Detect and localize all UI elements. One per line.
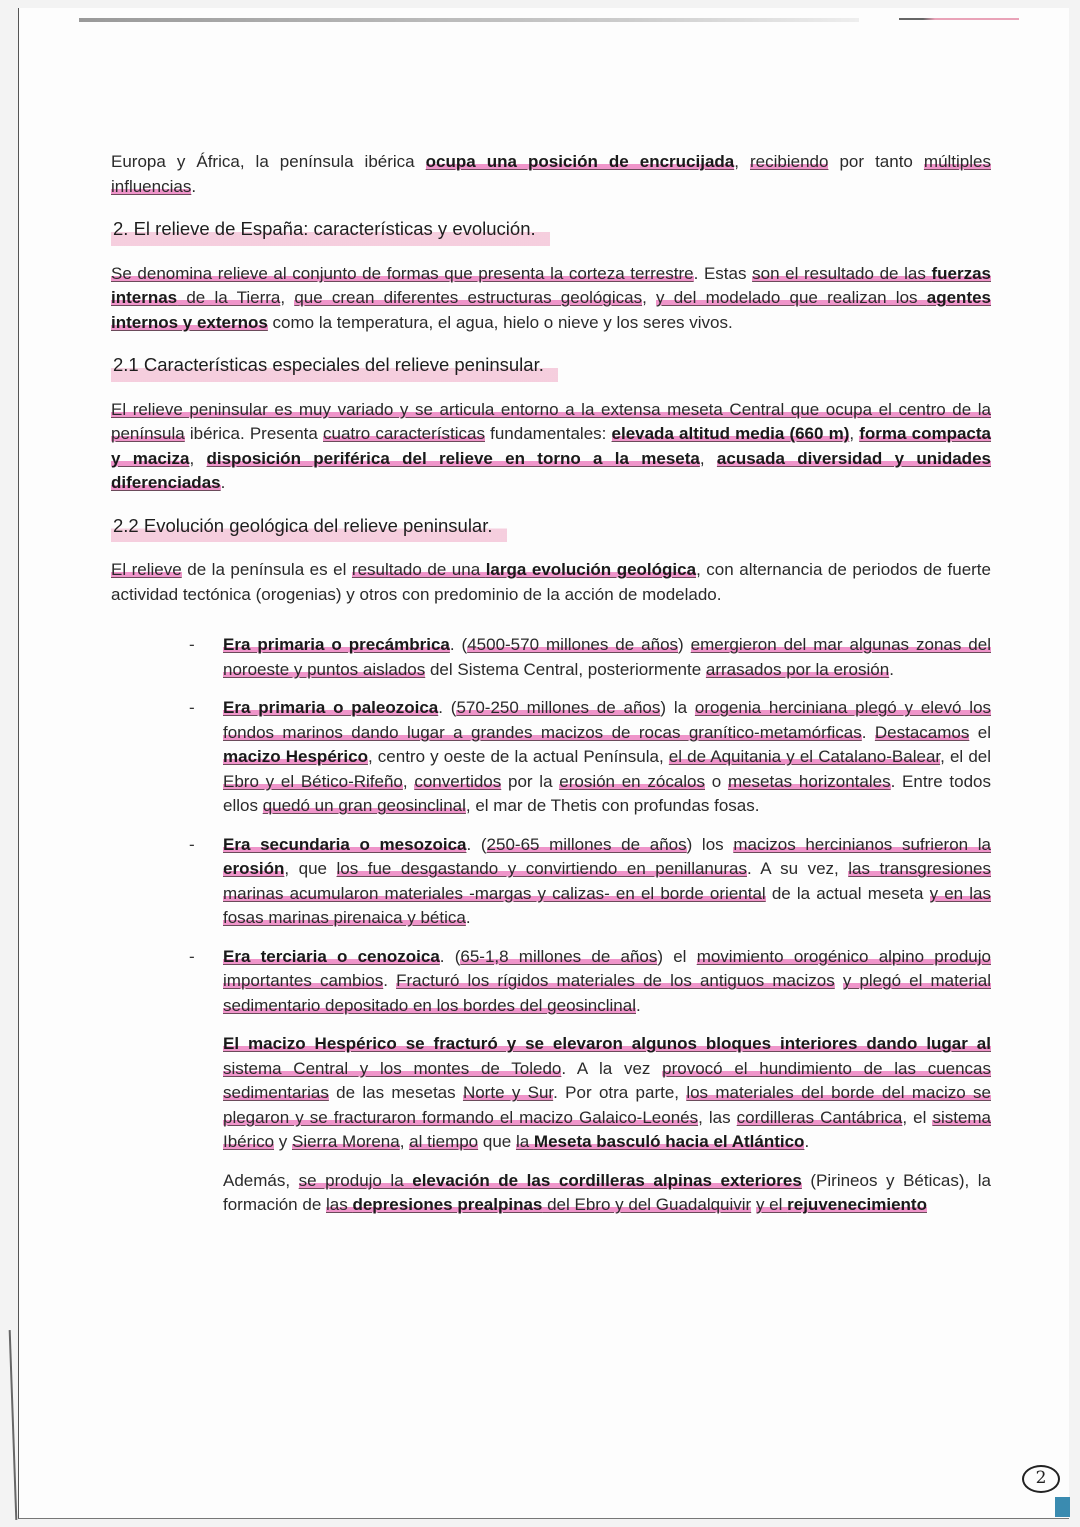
highlighted-text: se produjo la	[298, 1170, 413, 1190]
highlighted-text: Era primaria o precámbrica	[223, 635, 450, 654]
text-run: . (	[439, 946, 461, 966]
highlighted-text: elevación de las cordilleras alpinas exteriores	[412, 1170, 802, 1190]
highlighted-text: fuerzas internas	[111, 263, 991, 307]
highlighted-text: al tiempo	[409, 1132, 479, 1151]
text-run: .	[636, 995, 641, 1015]
era-paleozoic	[111, 696, 991, 819]
text-run: . Por otra parte,	[553, 1083, 687, 1102]
text-run: , el del	[940, 747, 991, 766]
highlighted-text: El relieve peninsular es muy variado y se articula entorno a la extensa meseta Central que ocupa el centro de la península	[111, 399, 991, 443]
highlighted-text: de la Tierra	[177, 288, 281, 307]
text-run: ,	[849, 424, 860, 443]
text-run: ) los	[686, 834, 734, 854]
text-run: .	[889, 659, 894, 679]
highlighted-text: cordilleras Cantábrica	[736, 1107, 903, 1127]
corner-color-mark	[1055, 1497, 1070, 1517]
text-run: .	[191, 176, 197, 196]
highlighted-text: los fue desgastando y convirtiendo en penillanuras	[336, 859, 747, 878]
highlighted-text: provocó el hundimiento de las cuencas sedimentarias	[223, 1058, 992, 1102]
text-run: . (	[466, 834, 487, 854]
text-run: , con alternancia de periodos de fuerte actividad tectónica (orogenias) y otros con predominio de la acción de modelado.	[111, 560, 991, 604]
top-divider-line	[79, 18, 859, 22]
highlighted-text: y el	[755, 1195, 788, 1214]
text-run: ibérica. Presenta	[184, 424, 323, 443]
text-run: , el	[902, 1107, 933, 1127]
highlighted-text: forma compacta y maciza	[111, 424, 992, 468]
highlighted-text: el de Aquitania y el Catalano-Balear	[668, 747, 941, 766]
highlighted-text: quedó un gran geosinclinal	[262, 796, 466, 815]
highlighted-text: Ebro y el Bético-Rifeño	[223, 771, 403, 791]
text-run: ,	[280, 288, 295, 307]
text-run: ,	[734, 152, 750, 171]
section-2-heading: 2. El relieve de España: características y evolución.	[111, 215, 550, 246]
text-run: de la península es el	[181, 560, 352, 579]
top-right-mark	[899, 18, 1019, 20]
page-edge-shadow	[9, 1330, 18, 1520]
tertiary-detail-paragraph-2	[111, 1169, 991, 1218]
section-2-paragraph	[111, 262, 991, 336]
text-run: ,	[399, 1132, 410, 1151]
text-run: de las mesetas	[328, 1083, 463, 1102]
text-run: . Entre todos ellos	[223, 771, 991, 815]
highlighted-text: la	[515, 1132, 534, 1151]
highlighted-text: El relieve	[111, 560, 182, 579]
document-body	[111, 150, 991, 1232]
highlighted-text: Norte y Sur	[462, 1083, 554, 1102]
text-run: como la temperatura, el agua, hielo o nieve y los seres vivos.	[267, 312, 733, 332]
text-run: .	[465, 908, 471, 927]
text-run: , el mar de Thetis con profundas fosas.	[465, 796, 760, 815]
text-run: . (	[438, 698, 457, 717]
text-run: el	[969, 722, 991, 742]
highlighted-text: las transgresiones marinas acumularon materiales -margas y calizas- en el borde oriental	[223, 859, 991, 903]
highlighted-text: erosión	[223, 859, 285, 878]
highlighted-text: Destacamos	[874, 722, 970, 742]
highlighted-text: 250-65 millones de años	[486, 834, 687, 854]
text-run: , centro y oeste de la actual Península,	[367, 747, 669, 766]
highlighted-text: y en las fosas marinas pirenaica y bética	[223, 883, 991, 927]
era-mesozoic	[111, 833, 991, 931]
highlighted-text: erosión en zócalos	[559, 771, 706, 791]
highlighted-text: 4500-570 millones de años	[467, 635, 679, 654]
section-2-2-paragraph	[111, 558, 991, 607]
text-run: . Estas	[693, 263, 753, 283]
text-run: Además,	[223, 1170, 299, 1190]
highlighted-text: disposición periférica del relieve en torno a la meseta	[206, 448, 700, 468]
highlighted-text: emergieron del mar algunas zonas del noroeste y puntos aislados	[223, 635, 991, 679]
era-precambrian	[111, 633, 991, 682]
geological-eras-list	[111, 633, 991, 1018]
highlighted-text: orogenia herciniana plegó y elevó los fondos marinos dando lugar a grandes macizos de rocas granítico-metamórficas	[223, 698, 992, 742]
text-run: Europa y África, la península ibérica	[111, 152, 426, 171]
highlighted-text: recibiendo	[750, 152, 829, 171]
text-run: ,	[189, 448, 207, 468]
bullet-dash: -	[189, 698, 195, 717]
text-run: de la actual meseta	[765, 883, 930, 903]
highlighted-text: Sierra Morena	[291, 1132, 400, 1151]
intro-paragraph	[111, 150, 991, 199]
highlighted-text: y plegó el material sedimentario depositado en los bordes del geosinclinal	[223, 971, 991, 1015]
era-text	[223, 635, 991, 679]
highlighted-text: depresiones prealpinas	[352, 1195, 543, 1214]
text-run: .	[383, 971, 397, 990]
highlighted-text: acusada diversidad y unidades diferenciadas	[111, 448, 991, 492]
era-text	[223, 835, 991, 928]
highlighted-text: 65-1,8 millones de años	[460, 946, 658, 966]
era-text	[223, 947, 991, 1015]
text-run: o	[705, 771, 728, 791]
highlighted-text: Fracturó los rígidos materiales de los antiguos macizos	[396, 971, 835, 990]
highlighted-text: Se denomina relieve al conjunto de formas que presenta la corteza terrestre	[111, 263, 694, 283]
highlighted-text: que crean diferentes estructuras geológicas	[294, 288, 643, 307]
text-run: .	[861, 722, 875, 742]
highlighted-text: convertidos	[414, 771, 502, 791]
text-run: . A su vez,	[746, 859, 849, 878]
text-run: ) la	[660, 698, 695, 717]
text-run: .	[220, 473, 226, 492]
bullet-dash: -	[189, 635, 195, 654]
text-run: ,	[402, 771, 415, 791]
text-run: que	[478, 1132, 516, 1151]
section-2-2-heading: 2.2 Evolución geológica del relieve peninsular.	[111, 512, 507, 543]
highlighted-text: sistema Central y los montes de Toledo	[223, 1058, 562, 1078]
highlighted-text: elevada altitud media (660 m)	[611, 424, 850, 443]
highlighted-text: ocupa una posición de encrucijada	[425, 152, 735, 171]
highlighted-text: múltiples influencias	[111, 152, 991, 196]
bullet-dash: -	[189, 946, 195, 966]
highlighted-text: sistema Ibérico	[223, 1107, 992, 1151]
highlighted-text: mesetas horizontales	[727, 771, 891, 791]
highlighted-text: El macizo Hespérico se fracturó y se elevaron algunos bloques interiores dando lugar al	[223, 1034, 991, 1053]
highlighted-text: Era terciaria o cenozoica	[223, 946, 440, 966]
highlighted-text: 570-250 millones de años	[456, 698, 661, 717]
highlighted-text: rejuvenecimiento	[787, 1195, 927, 1214]
text-run: .	[804, 1132, 810, 1151]
highlighted-text: larga evolución geológica	[485, 560, 697, 579]
text-run: ) el	[657, 946, 697, 966]
section-2-1-heading: 2.1 Características especiales del relieve peninsular.	[111, 351, 558, 382]
page-number-badge: 2	[1022, 1465, 1060, 1493]
tertiary-detail-paragraph-1	[111, 1032, 991, 1155]
text-run: , que	[284, 859, 337, 878]
era-text	[223, 698, 991, 815]
text-run	[835, 971, 843, 990]
highlighted-text: Meseta basculó hacia el Atlántico	[533, 1132, 805, 1151]
text-run: por tanto	[828, 152, 924, 171]
highlighted-text: del Ebro y del Guadalquivir	[542, 1195, 752, 1214]
text-run: fundamentales:	[484, 424, 612, 443]
highlighted-text: resultado de una	[351, 560, 486, 579]
text-run: . A la vez	[561, 1058, 663, 1078]
highlighted-text: las	[326, 1195, 353, 1214]
highlighted-text: Era primaria o paleozoica	[223, 698, 439, 717]
highlighted-text: macizo Hespérico	[223, 747, 368, 766]
highlighted-text: Era secundaria o mesozoica	[223, 834, 467, 854]
text-run: . (	[449, 635, 468, 654]
text-run: (Pirineos y Béticas), la formación de	[223, 1170, 991, 1214]
highlighted-text: macizos hercinianos sufrieron la	[733, 834, 992, 854]
highlighted-text: cuatro características	[323, 424, 485, 443]
text-run: del Sistema Central, posteriormente	[425, 659, 706, 679]
era-cenozoic	[111, 945, 991, 1019]
highlighted-text: son el resultado de las	[752, 263, 932, 283]
highlighted-text: agentes internos y externos	[111, 288, 992, 332]
highlighted-text: los materiales del borde del macizo se plegaron y se fracturaron formando el macizo Galaico-Leonés	[223, 1083, 991, 1127]
highlighted-text: y del modelado que realizan los	[656, 288, 927, 307]
bullet-dash: -	[189, 834, 195, 854]
text-run: )	[678, 635, 691, 654]
text-run: ,	[642, 288, 657, 307]
text-run: ,	[699, 448, 717, 468]
highlighted-text: arrasados por la erosión	[705, 659, 890, 679]
section-2-1-paragraph	[111, 398, 991, 496]
highlighted-text: movimiento orogénico alpino produjo importantes cambios	[223, 946, 991, 990]
text-run: , las	[698, 1107, 737, 1127]
text-run: y	[274, 1132, 292, 1151]
scanned-page	[18, 8, 1069, 1519]
text-run: por la	[501, 771, 560, 791]
